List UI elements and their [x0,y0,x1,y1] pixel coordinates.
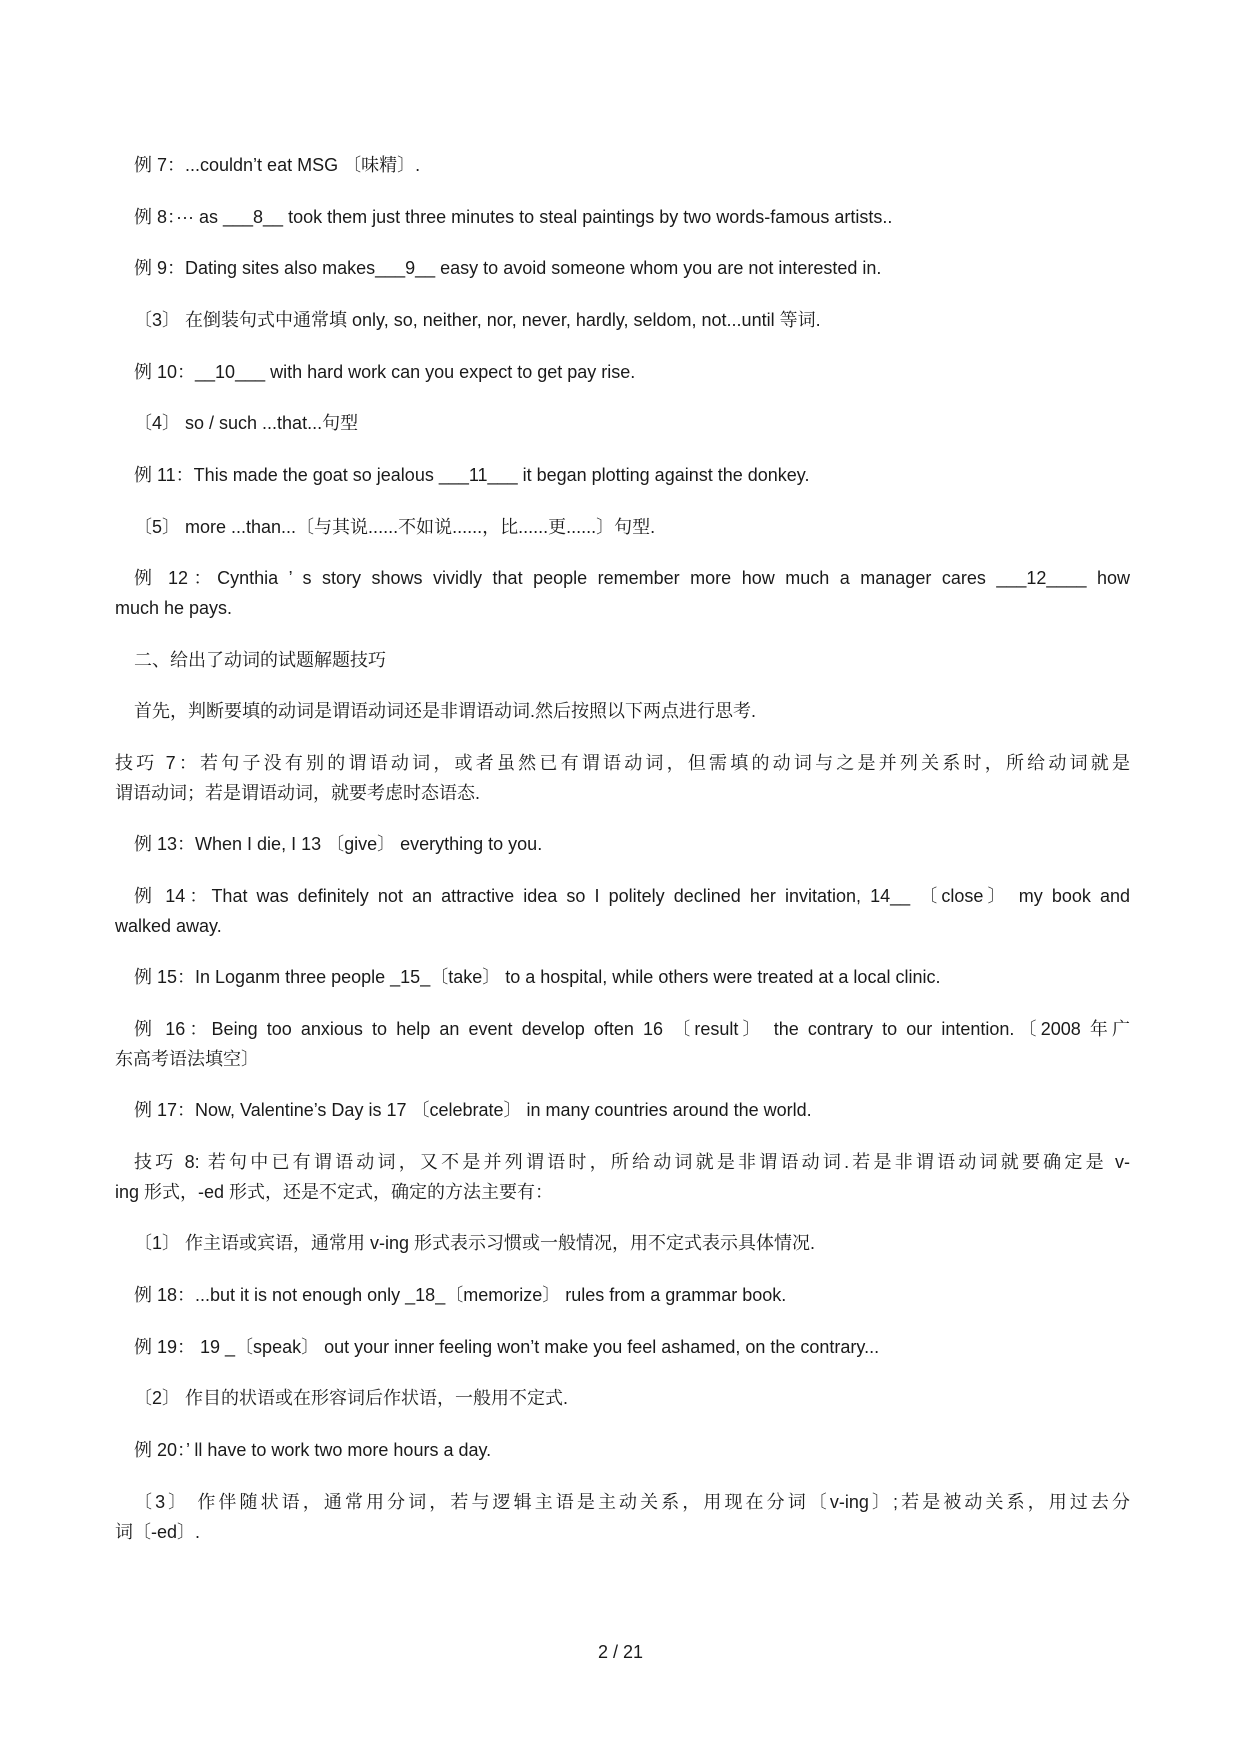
point-3-accompanying-line-2: 词〔-ed〕. [115,1522,201,1542]
section-heading-verbs: 二、给出了动词的试题解题技巧 [134,650,386,670]
example-18: 例 18：...but it is not enough only _18_〔memorize〕 rules from a grammar book. [134,1285,787,1305]
point-3-inversion: 〔3〕 在倒装句式中通常填 only, so, neither, nor, never, hardly, seldom, not...until 等词. [134,310,821,330]
example-16-line-2: 东高考语法填空〕 [115,1049,259,1069]
tip-8-line-1: 技巧 8: 若句中已有谓语动词，又不是并列谓语时，所给动词就是非谓语动词.若是非谓语动词就要确定是 v- [134,1152,1130,1172]
example-7: 例 7：...couldn’t eat MSG 〔味精〕. [134,155,421,175]
example-10: 例 10：__10___ with hard work can you expect to get pay rise. [134,362,636,382]
example-9: 例 9：Dating sites also makes___9__ easy to avoid someone whom you are not interested in. [134,258,882,278]
example-19: 例 19： 19 _〔speak〕 out your inner feeling won’t make you feel ashamed, on the contrary... [134,1337,880,1357]
example-8: 例 8：··· as ___8__ took them just three minutes to steal paintings by two words-famous artists.. [134,207,893,227]
point-2-purpose-adverbial: 〔2〕 作目的状语或在形容词后作状语，一般用不定式. [134,1388,569,1408]
example-13: 例 13：When I die, I 13 〔give〕 everything to you. [134,834,543,854]
tip-8-line-2: ing 形式，-ed 形式，还是不定式，确定的方法主要有： [115,1182,554,1202]
page-number: 2 / 21 [597,1642,644,1662]
example-14-line-1: 例 14：That was definitely not an attractive idea so I politely declined her invitation, 14__ 〔close〕 my book and [134,886,1130,906]
example-15: 例 15：In Loganm three people _15_〔take〕 to a hospital, while others were treated at a local clinic. [134,967,941,987]
example-16-line-1: 例 16：Being too anxious to help an event develop often 16 〔result〕 the contrary to our intention.〔2008 年广 [134,1019,1130,1039]
example-17: 例 17：Now, Valentine’s Day is 17 〔celebrate〕 in many countries around the world. [134,1100,812,1120]
intro-paragraph: 首先，判断要填的动词是谓语动词还是非谓语动词.然后按照以下两点进行思考. [134,701,756,721]
tip-7-line-2: 谓语动词；若是谓语动词，就要考虑时态语态. [115,783,480,803]
point-1-subject-object: 〔1〕 作主语或宾语，通常用 v-ing 形式表示习惯或一般情况，用不定式表示具体情况. [134,1233,816,1253]
point-4-so-such: 〔4〕 so / such ...that...句型 [134,413,359,433]
example-11: 例 11：This made the goat so jealous ___11___ it began plotting against the donkey. [134,465,810,485]
point-3-accompanying-line-1: 〔3〕 作伴随状语，通常用分词，若与逻辑主语是主动关系，用现在分词〔v-ing〕;若是被动关系，用过去分 [134,1492,1130,1512]
tip-7-line-1: 技巧 7：若句子没有别的谓语动词，或者虽然已有谓语动词，但需填的动词与之是并列关系时，所给动词就是 [115,753,1130,773]
example-14-line-2: walked away. [115,916,222,936]
example-12-line-2: much he pays. [115,598,233,618]
example-12-line-1: 例 12：Cynthia ’ s story shows vividly that people remember more how much a manager cares ___12____ how [134,568,1130,588]
example-20: 例 20：’ ll have to work two more hours a day. [134,1440,492,1460]
point-5-more-than: 〔5〕 more ...than...〔与其说......不如说......，比......更......〕句型. [134,517,656,537]
